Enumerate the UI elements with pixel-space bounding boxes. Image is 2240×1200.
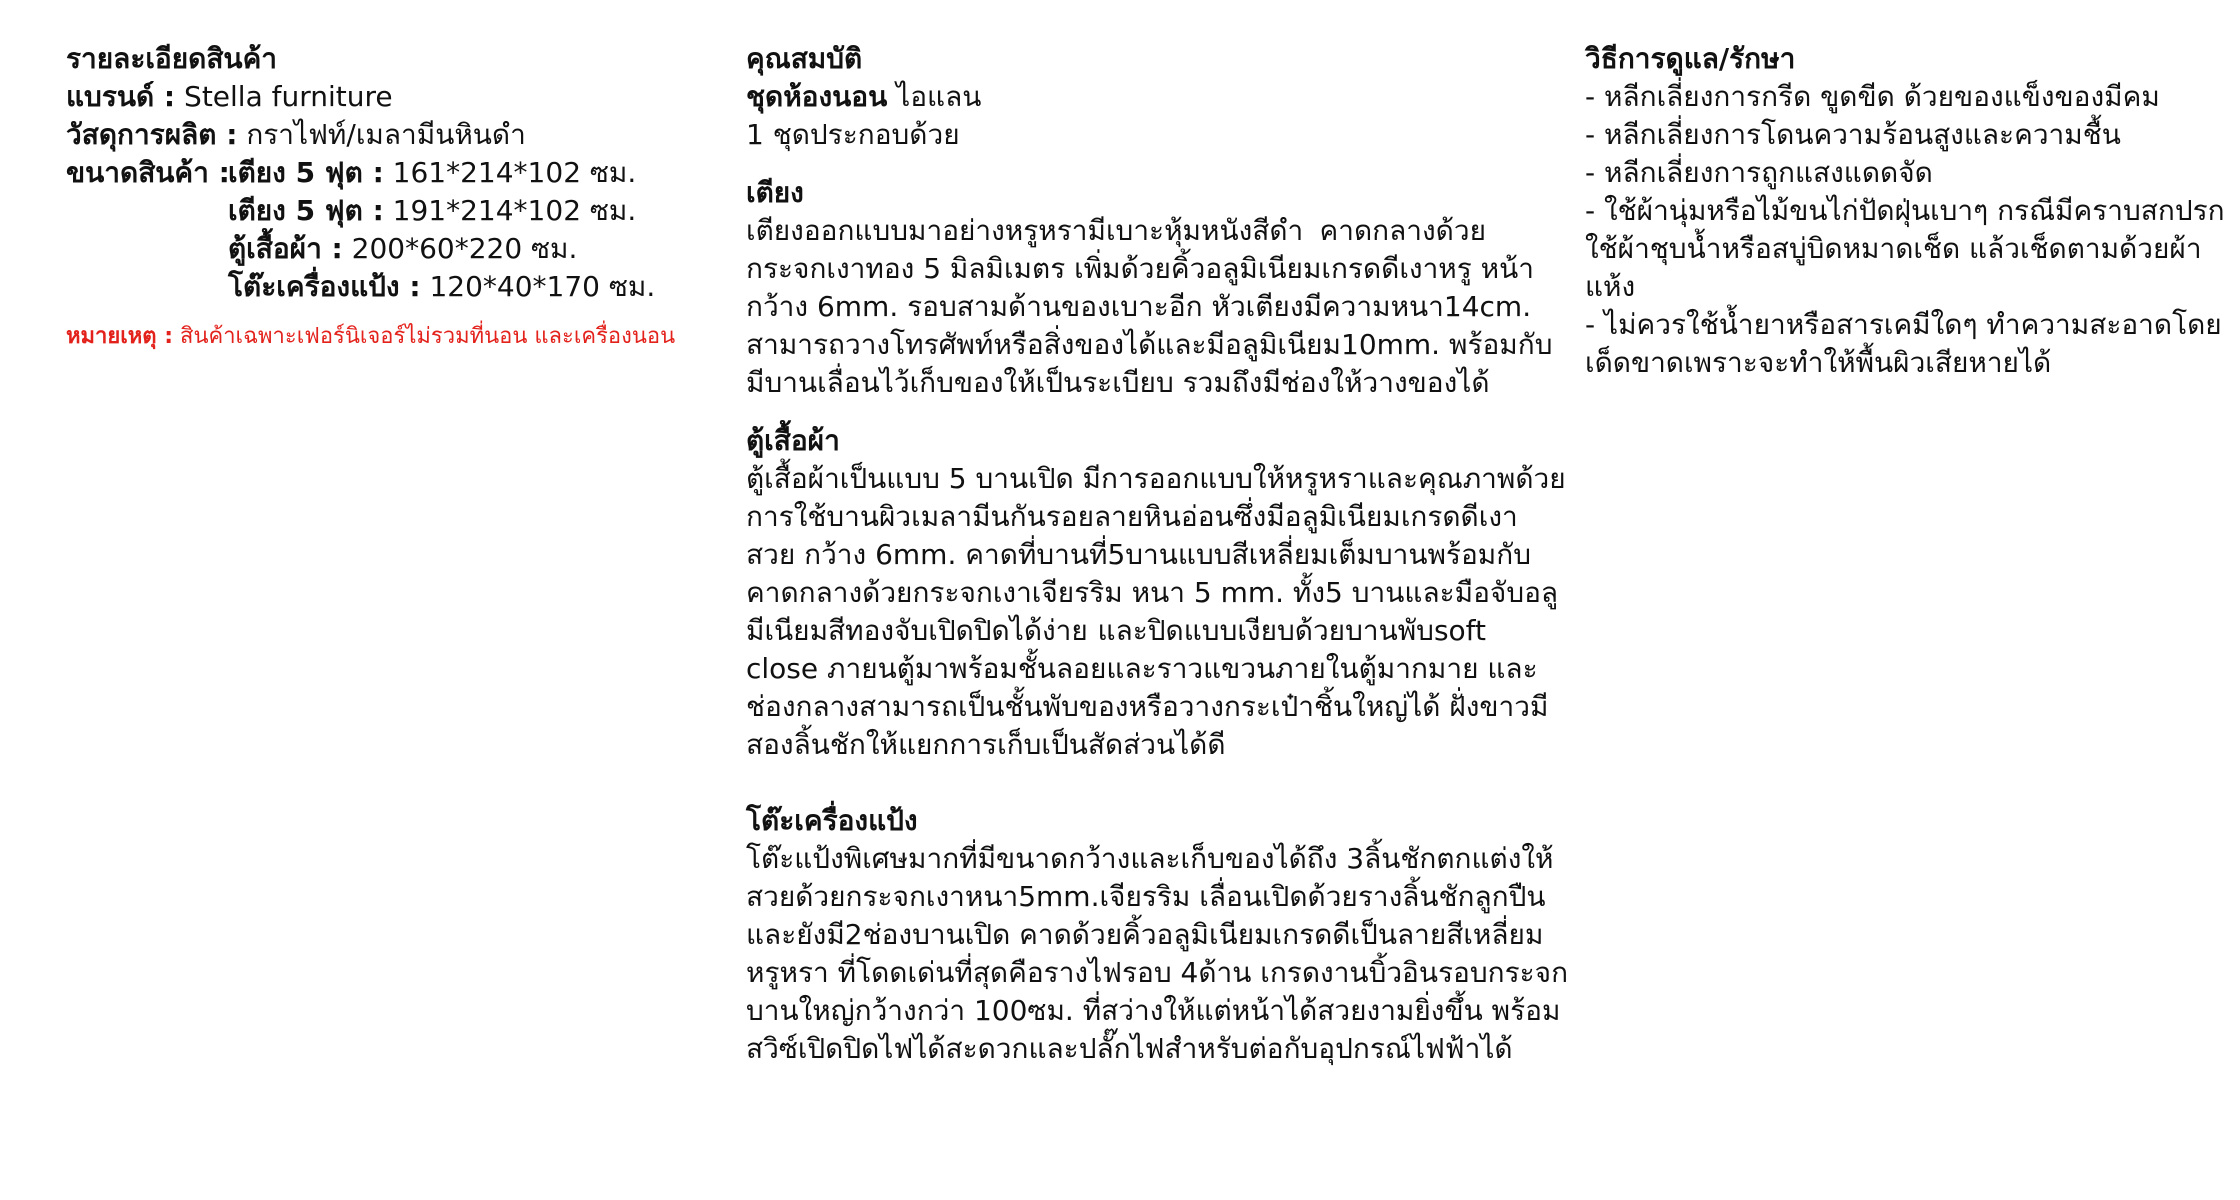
paragraph-line: สวยด้วยกระจกเงาหนา5mm.เจียรริม เลื่อนเปิดด้วยรางลิ้นชักลูกปืน <box>746 880 1546 913</box>
size-item-label: เตียง 5 ฟุต : <box>228 156 384 189</box>
bed-description <box>746 212 1553 402</box>
paragraph-line: มีเนียมสีทองจับเปิดปิดได้ง่าย และปิดแบบเงียบด้วยบานพับsoft <box>746 614 1486 647</box>
care-section <box>1585 40 2225 382</box>
size-item-value: 120*40*170 ซม. <box>429 270 656 303</box>
size-item-label: เตียง 5 ฟุต : <box>228 194 384 227</box>
bed-title: เตียง <box>746 176 804 209</box>
vanity-description <box>746 840 1569 1068</box>
care-title: วิธีการดูแล/รักษา <box>1585 42 1796 75</box>
paragraph-line: สองลิ้นชักให้แยกการเก็บเป็นสัดส่วนได้ดี <box>746 728 1226 761</box>
material-row <box>66 116 666 154</box>
paragraph-line: คาดกลางด้วยกระจกเงาเจียรริม หนา 5 mm. ทั้ง5 บานและมือจับอลู <box>746 576 1559 609</box>
care-item: แห้ง <box>1585 270 1636 303</box>
features-title: คุณสมบัติ <box>746 42 863 75</box>
paragraph-line: และยังมี2ช่องบานเปิด คาดด้วยคิ้วอลูมิเนียมเกรดดีเป็นลายสีเหลี่ยม <box>746 918 1544 951</box>
brand-value: Stella furniture <box>184 80 393 113</box>
paragraph-line: สวย กว้าง 6mm. คาดที่บานที่5บานแบบสีเหลี่ยมเต็มบานพร้อมกับ <box>746 538 1531 571</box>
size-item-value: 191*214*102 ซม. <box>392 194 637 227</box>
paragraph-line: สวิซ์เปิดปิดไฟได้สะดวกและปลั๊กไฟสำหรับต่อกับอุปกรณ์ไฟฟ้าได้ <box>746 1032 1513 1065</box>
paragraph-line: บานใหญ่กว้างกว่า 100ซม. ที่สว่างให้แต่หน้าได้สวยงามยิ่งขึ้น พร้อม <box>746 994 1561 1027</box>
size-row <box>66 154 666 192</box>
paragraph-line: close ภายนตู้มาพร้อมชั้นลอยและราวแขวนภายในตู้มากมาย และ <box>746 652 1538 685</box>
details-title: รายละเอียดสินค้า <box>66 42 278 75</box>
paragraph-line: ช่องกลางสามารถเป็นชั้นพับของหรือวางกระเป๋าชิ้นใหญ่ได้ ฝั่งขาวมี <box>746 690 1549 723</box>
brand-label: แบรนด์ : <box>66 80 176 113</box>
care-item: - ใช้ผ้านุ่มหรือไม้ขนไก่ปัดฝุ่นเบาๆ กรณีมีคราบสกปรก <box>1585 194 2225 227</box>
product-details-section <box>66 40 676 352</box>
size-item <box>228 154 636 192</box>
paragraph-line: สามารถวางโทรศัพท์หรือสิ่งของได้และมีอลูมิเนียม10mm. พร้อมกับ <box>746 328 1553 361</box>
size-item-value: 200*60*220 ซม. <box>351 232 578 265</box>
size-item-value: 161*214*102 ซม. <box>392 156 637 189</box>
vanity-title: โต๊ะเครื่องแป้ง <box>746 804 918 837</box>
paragraph-line: การใช้บานผิวเมลามีนกันรอยลายหินอ่อนซึ่งมีอลูมิเนียมเกรดดีเงา <box>746 500 1518 533</box>
paragraph-line: กว้าง 6mm. รอบสามด้านของเบาะอีก หัวเตียงมีความหนา14cm. <box>746 290 1532 323</box>
care-item: - หลีกเลี่ยงการถูกแสงแดดจัด <box>1585 156 1933 189</box>
paragraph-line: ตู้เสื้อผ้าเป็นแบบ 5 บานเปิด มีการออกแบบให้หรูหราและคุณภาพด้วย <box>746 462 1566 495</box>
note <box>66 322 676 352</box>
paragraph-line: หรูหรา ที่โดดเด่นที่สุดคือรางไฟรอบ 4ด้าน เกรดงานบิ้วอินรอบกระจก <box>746 956 1569 989</box>
material-label: วัสดุการผลิต : <box>66 118 238 151</box>
care-item: ใช้ผ้าชุบน้ำหรือสบู่บิดหมาดเช็ด แล้วเช็ดตามด้วยผ้า <box>1585 232 2202 265</box>
size-item <box>66 268 666 306</box>
size-label: ขนาดสินค้า : <box>66 156 230 189</box>
features-section <box>746 40 1569 1068</box>
care-item: เด็ดขาดเพราะจะทำให้พื้นผิวเสียหายได้ <box>1585 346 2052 379</box>
set-row <box>746 78 1486 116</box>
size-item-label: โต๊ะเครื่องแป้ง : <box>228 270 421 303</box>
material-value: กราไฟท์/เมลามีนหินดำ <box>246 118 526 151</box>
set-label: ชุดห้องนอน <box>746 80 888 113</box>
paragraph-line: มีบานเลื่อนไว้เก็บของให้เป็นระเบียบ รวมถึงมีช่องให้วางของได้ <box>746 366 1490 399</box>
size-item <box>66 230 666 268</box>
note-label: หมายเหตุ : <box>66 324 174 349</box>
paragraph-line: เตียงออกแบบมาอย่างหรูหรามีเบาะหุ้มหนังสีดำ คาดกลางด้วย <box>746 214 1486 247</box>
wardrobe-description <box>746 460 1566 764</box>
brand-row <box>66 78 666 116</box>
set-name: ไอแลน <box>896 80 982 113</box>
paragraph-line: โต๊ะแป้งพิเศษมากที่มีขนาดกว้างและเก็บของได้ถึง 3ลิ้นชักตกแต่งให้ <box>746 842 1554 875</box>
size-item <box>66 192 666 230</box>
set-description: 1 ชุดประกอบด้วย <box>746 118 960 151</box>
note-value: สินค้าเฉพาะเฟอร์นิเจอร์ไม่รวมที่นอน และเครื่องนอน <box>180 324 676 349</box>
wardrobe-title: ตู้เสื้อผ้า <box>746 424 840 457</box>
size-item-label: ตู้เสื้อผ้า : <box>228 232 343 265</box>
care-item: - หลีกเลี่ยงการกรีด ขูดขีด ด้วยของแข็งของมีคม <box>1585 80 2160 113</box>
care-item: - ไม่ควรใช้น้ำยาหรือสารเคมีใดๆ ทำความสะอาดโดย <box>1585 308 2222 341</box>
paragraph-line: กระจกเงาทอง 5 มิลมิเมตร เพิ่มด้วยคิ้วอลูมิเนียมเกรดดีเงาหรู หน้า <box>746 252 1535 285</box>
care-item: - หลีกเลี่ยงการโดนความร้อนสูงและความชื้น <box>1585 118 2121 151</box>
